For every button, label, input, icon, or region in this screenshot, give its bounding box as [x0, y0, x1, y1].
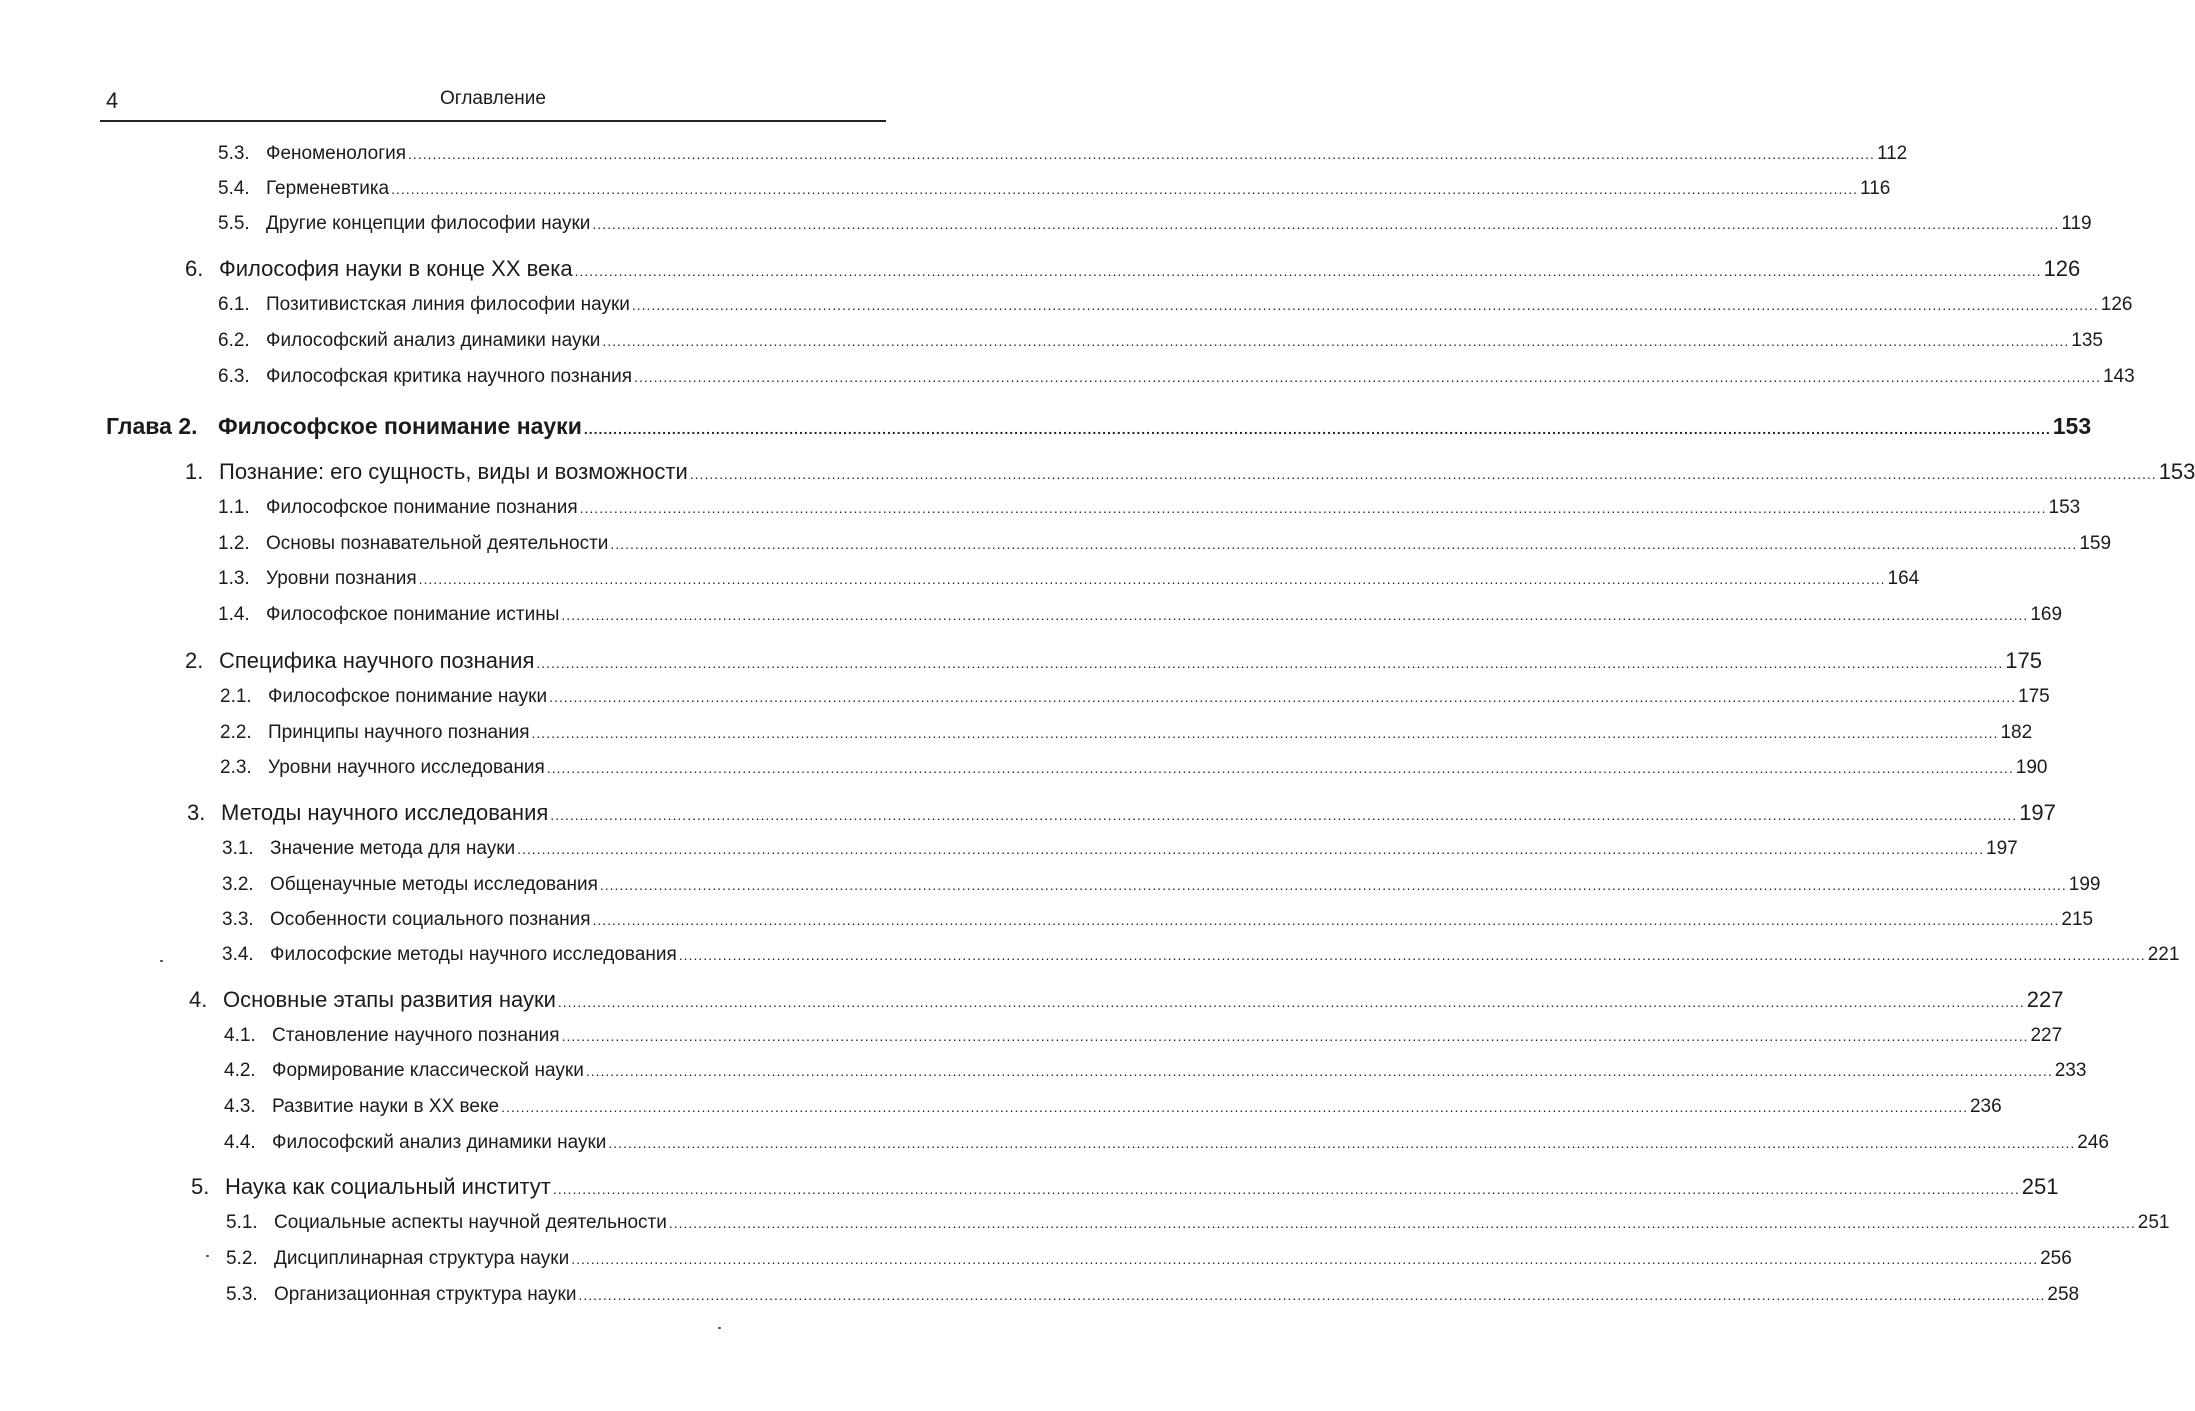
page-header	[100, 86, 886, 122]
toc-page-number: 197	[1986, 838, 2018, 859]
toc-page-number: 116	[1860, 178, 1891, 199]
toc-subsection	[218, 176, 1891, 202]
toc-subsection	[224, 1058, 2087, 1084]
toc-number: 4.4.	[224, 1132, 256, 1153]
toc-title: Специфика научного познания	[219, 648, 535, 673]
toc-title: Общенаучные методы исследования	[270, 874, 598, 895]
dot-leader: ............................................................................................................................................................................................................................................................................................................	[634, 369, 2101, 385]
toc-title: Значение метода для науки	[270, 838, 516, 859]
toc-number: 4.2.	[224, 1060, 256, 1081]
toc-subsection	[224, 1130, 2109, 1156]
toc-subsection	[218, 566, 1920, 592]
print-speck	[718, 1327, 721, 1329]
dot-leader: ............................................................................................................................................................................................................................................................................................................	[561, 1028, 2029, 1044]
toc-page-number: 236	[1969, 1096, 2002, 1117]
dot-leader: ............................................................................................................................................................................................................................................................................................................	[574, 263, 2042, 279]
dot-leader: ............................................................................................................................................................................................................................................................................................................	[678, 947, 2146, 963]
toc-title: Методы научного исследования	[221, 800, 549, 825]
dot-leader: ............................................................................................................................................................................................................................................................................................................	[536, 655, 2004, 671]
toc-page-number: 190	[2015, 757, 2048, 778]
toc-title: Философские методы научного исследования	[270, 944, 677, 965]
toc-subsection	[226, 1210, 2170, 1236]
toc-title: Позитивистская линия философии науки	[266, 294, 630, 315]
dot-leader: ............................................................................................................................................................................................................................................................................................................	[608, 1135, 2076, 1151]
dot-leader: ............................................................................................................................................................................................................................................................................................................	[578, 1287, 2046, 1303]
toc-number: Глава 2.	[106, 413, 198, 439]
dot-leader: ............................................................................................................................................................................................................................................................................................................	[552, 1181, 2020, 1197]
toc-number: 5.	[191, 1174, 210, 1199]
dot-leader: ............................................................................................................................................................................................................................................................................................................	[501, 1099, 1968, 1115]
toc-chapter	[106, 410, 2092, 442]
toc-title: Философское понимание науки	[218, 413, 582, 439]
toc-page-number: 135	[2071, 330, 2103, 351]
toc-page-number: 159	[2079, 533, 2112, 554]
print-speck	[206, 1255, 209, 1257]
toc-number: 2.2.	[220, 722, 252, 743]
toc-title: Дисциплинарная структура науки	[274, 1248, 570, 1269]
toc-subsection	[224, 1023, 2063, 1049]
toc-title: Организационная структура науки	[274, 1284, 577, 1305]
dot-leader: ............................................................................................................................................................................................................................................................................................................	[668, 1215, 2136, 1231]
toc-title: Принципы научного познания	[268, 722, 530, 743]
toc-number: 5.3.	[226, 1284, 258, 1305]
toc-subsection	[218, 292, 2133, 318]
toc-number: 6.2.	[218, 330, 250, 351]
toc-page-number: 126	[2043, 256, 2081, 281]
running-title: Оглавление	[440, 88, 546, 109]
toc-page-number: 227	[2026, 987, 2064, 1012]
toc-title: Уровни научного исследования	[268, 757, 545, 778]
dot-leader: ............................................................................................................................................................................................................................................................................................................	[592, 912, 2060, 928]
toc-page-number: 258	[2047, 1284, 2080, 1305]
toc-subsection	[222, 836, 2018, 862]
toc-title: Развитие науки в XX веке	[272, 1096, 500, 1117]
dot-leader: ............................................................................................................................................................................................................................................................................................................	[531, 725, 1999, 741]
toc-page-number: 197	[2019, 800, 2056, 825]
dot-leader: ............................................................................................................................................................................................................................................................................................................	[517, 841, 1985, 857]
toc-subsection	[218, 141, 1908, 167]
toc-title: Особенности социального познания	[270, 909, 591, 930]
toc-title: Уровни познания	[266, 568, 417, 589]
toc-subsection	[220, 684, 2050, 710]
toc-subsection	[218, 531, 2112, 557]
toc-title: Наука как социальный институт	[225, 1174, 551, 1199]
dot-leader: ............................................................................................................................................................................................................................................................................................................	[557, 994, 2025, 1010]
toc-subsection	[222, 872, 2101, 898]
toc-title: Становление научного познания	[272, 1025, 560, 1046]
toc-page-number: 215	[2061, 909, 2094, 930]
toc-subsection	[226, 1282, 2080, 1308]
toc-page-number: 246	[2077, 1132, 2109, 1153]
toc-section	[187, 798, 2056, 828]
toc-number: 5.3.	[218, 143, 250, 164]
dot-leader: ............................................................................................................................................................................................................................................................................................................	[599, 877, 2067, 893]
toc-title: Философское понимание истины	[266, 604, 560, 625]
toc-number: 5.4.	[218, 178, 250, 199]
toc-title: Герменевтика	[266, 178, 390, 199]
toc-subsection	[218, 364, 2135, 390]
toc-number: 4.1.	[224, 1025, 256, 1046]
toc-number: 3.1.	[222, 838, 254, 859]
dot-leader: ............................................................................................................................................................................................................................................................................................................	[418, 571, 1886, 587]
toc-number: 5.5.	[218, 213, 250, 234]
dot-leader: ............................................................................................................................................................................................................................................................................................................	[610, 536, 2078, 552]
toc-number: 1.1.	[218, 497, 250, 518]
toc-title: Формирование классической науки	[272, 1060, 584, 1081]
toc-page-number: 153	[2052, 413, 2092, 439]
toc-subsection	[218, 495, 2081, 521]
toc-number: 5.1.	[226, 1212, 258, 1233]
toc-section	[185, 646, 2042, 676]
toc-subsection	[218, 328, 2103, 354]
toc-page-number: 153	[2158, 459, 2195, 484]
dot-leader: ............................................................................................................................................................................................................................................................................................................	[408, 146, 1875, 162]
dot-leader: ............................................................................................................................................................................................................................................................................................................	[549, 689, 2016, 705]
dot-leader: ............................................................................................................................................................................................................................................................................................................	[583, 421, 2051, 437]
toc-number: 5.2.	[226, 1248, 258, 1269]
toc-subsection	[220, 720, 2033, 746]
toc-title: Основы познавательной деятельности	[266, 533, 609, 554]
toc-number: 1.2.	[218, 533, 250, 554]
toc-number: 4.	[189, 987, 208, 1012]
toc-number: 1.4.	[218, 604, 250, 625]
toc-title: Философия науки в конце XX века	[219, 256, 573, 281]
toc-number: 1.	[185, 459, 204, 484]
toc-page-number: 199	[2068, 874, 2101, 895]
dot-leader: ............................................................................................................................................................................................................................................................................................................	[571, 1251, 2039, 1267]
toc-page-number: 233	[2054, 1060, 2087, 1081]
toc-subsection	[222, 942, 2180, 968]
toc-number: 6.1.	[218, 294, 250, 315]
dot-leader: ............................................................................................................................................................................................................................................................................................................	[579, 500, 2047, 516]
toc-page-number: 153	[2048, 497, 2081, 518]
toc-number: 3.4.	[222, 944, 254, 965]
toc-page-number: 256	[2040, 1248, 2072, 1269]
toc-section	[189, 985, 2064, 1015]
toc-page-number: 251	[2021, 1174, 2059, 1199]
toc-page-number: 175	[2018, 686, 2050, 707]
toc-page-number: 169	[2030, 604, 2063, 625]
dot-leader: ............................................................................................................................................................................................................................................................................................................	[602, 333, 2070, 349]
dot-leader: ............................................................................................................................................................................................................................................................................................................	[561, 607, 2029, 623]
toc-page-number: 112	[1876, 143, 1908, 164]
dot-leader: ............................................................................................................................................................................................................................................................................................................	[689, 466, 2157, 482]
toc-page-number: 143	[2102, 366, 2135, 387]
toc-page-number: 164	[1887, 568, 1920, 589]
toc-subsection	[218, 211, 2092, 237]
toc-page-number: 227	[2030, 1025, 2063, 1046]
toc-subsection	[220, 755, 2048, 781]
toc-page-number: 119	[2061, 213, 2092, 234]
toc-number: 6.3.	[218, 366, 250, 387]
toc-section	[185, 457, 2195, 487]
page-number: 4	[106, 88, 119, 113]
toc-number: 3.3.	[222, 909, 254, 930]
dot-leader: ............................................................................................................................................................................................................................................................................................................	[550, 807, 2018, 823]
toc-number: 3.2.	[222, 874, 254, 895]
toc-title: Основные этапы развития науки	[223, 987, 556, 1012]
toc-subsection	[226, 1246, 2072, 1272]
toc-title: Философское понимание науки	[268, 686, 548, 707]
print-speck	[160, 960, 163, 962]
toc-title: Философский анализ динамики науки	[272, 1132, 607, 1153]
dot-leader: ............................................................................................................................................................................................................................................................................................................	[585, 1063, 2053, 1079]
toc-subsection	[222, 907, 2094, 933]
toc-number: 2.1.	[220, 686, 252, 707]
toc-number: 4.3.	[224, 1096, 256, 1117]
toc-title: Социальные аспекты научной деятельности	[274, 1212, 667, 1233]
toc-number: 1.3.	[218, 568, 250, 589]
dot-leader: ............................................................................................................................................................................................................................................................................................................	[546, 760, 2014, 776]
toc-page-number: 175	[2005, 648, 2042, 673]
toc-number: 3.	[187, 800, 206, 825]
toc-section	[191, 1172, 2059, 1202]
toc-page-number: 126	[2100, 294, 2133, 315]
toc-section	[185, 254, 2081, 284]
dot-leader: ............................................................................................................................................................................................................................................................................................................	[391, 181, 1859, 197]
toc-title: Познание: его сущность, виды и возможности	[219, 459, 688, 484]
toc-title: Философская критика научного познания	[266, 366, 633, 387]
toc-title: Философский анализ динамики науки	[266, 330, 601, 351]
toc-number: 2.	[185, 648, 204, 673]
toc-page-number: 251	[2137, 1212, 2170, 1233]
toc-page-number: 182	[2000, 722, 2033, 743]
toc-number: 6.	[185, 256, 204, 281]
toc-subsection	[218, 602, 2063, 628]
toc-number: 2.3.	[220, 757, 252, 778]
toc-title: Философское понимание познания	[266, 497, 578, 518]
toc-title: Другие концепции философии науки	[266, 213, 591, 234]
toc-subsection	[224, 1094, 2002, 1120]
dot-leader: ............................................................................................................................................................................................................................................................................................................	[631, 297, 2099, 313]
toc-page-number: 221	[2147, 944, 2180, 965]
dot-leader: ............................................................................................................................................................................................................................................................................................................	[592, 216, 2060, 232]
toc-title: Феноменология	[266, 143, 407, 164]
